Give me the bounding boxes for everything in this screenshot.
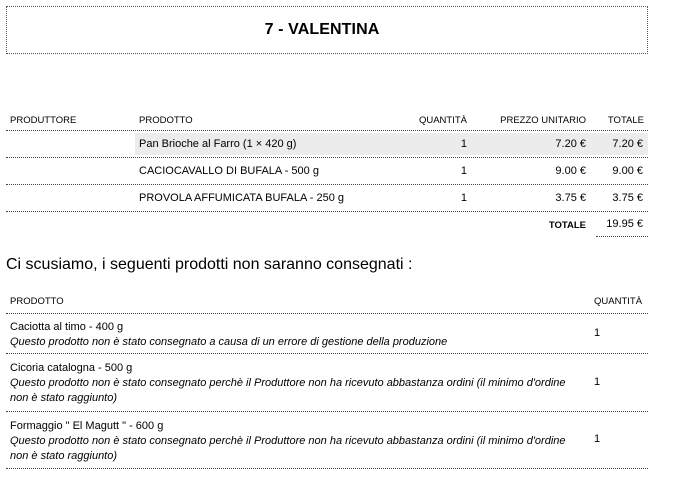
row-total: 7.20 € — [612, 138, 643, 150]
list-item — [10, 361, 566, 406]
row-quantity: 1 — [460, 138, 467, 150]
row-product: PROVOLA AFFUMICATA BUFALA - 250 g — [139, 192, 344, 204]
order-title: 7 - VALENTINA — [264, 21, 380, 38]
col-header-quantity: QUANTITÀ — [594, 296, 643, 307]
order-header-box — [6, 6, 648, 54]
row-quantity: 1 — [460, 165, 467, 177]
row-unit-price: 3.75 € — [555, 192, 586, 204]
row-divider — [6, 184, 648, 185]
row-total: 3.75 € — [612, 192, 643, 204]
list-item — [10, 320, 447, 350]
row-product: Pan Brioche al Farro (1 × 420 g) — [139, 138, 297, 150]
item-reason-cont: non è stato raggiunto) — [10, 450, 118, 462]
col-header-total: TOTALE — [607, 115, 644, 126]
undelivered-heading: Ci scusiamo, i seguenti prodotti non saranno consegnati : — [6, 256, 413, 273]
row-divider — [6, 411, 648, 412]
total-divider — [596, 236, 648, 237]
item-reason: Questo prodotto non è stato consegnato a causa di un errore di gestione della produzione — [10, 336, 448, 348]
row-quantity: 1 — [460, 192, 467, 204]
item-name: Cicoria catalogna - 500 g — [10, 362, 133, 374]
item-reason: Questo prodotto non è stato consegnato perchè il Produttore non ha ricevuto abbastanza ordini (il minimo d'ordine — [10, 435, 566, 447]
row-divider — [6, 157, 648, 158]
col-header-product: PRODOTTO — [139, 115, 193, 126]
list-item — [10, 419, 566, 464]
item-reason: Questo prodotto non è stato consegnato perchè il Produttore non ha ricevuto abbastanza ordini (il minimo d'ordine — [10, 377, 566, 389]
item-quantity: 1 — [594, 327, 601, 339]
row-total: 9.00 € — [612, 165, 643, 177]
order-total-value: 19.95 € — [606, 218, 643, 230]
col-header-unit-price: PREZZO UNITARIO — [500, 115, 586, 126]
item-quantity: 1 — [594, 376, 601, 388]
col-header-product: PRODOTTO — [10, 296, 64, 307]
row-unit-price: 7.20 € — [555, 138, 586, 150]
item-quantity: 1 — [594, 433, 601, 445]
row-divider — [6, 211, 648, 212]
row-divider — [6, 353, 648, 354]
row-product: CACIOCAVALLO DI BUFALA - 500 g — [139, 165, 319, 177]
item-name: Formaggio " El Magutt " - 600 g — [10, 420, 164, 432]
row-divider — [6, 468, 648, 469]
row-unit-price: 9.00 € — [555, 165, 586, 177]
col-header-quantity: QUANTITÀ — [418, 115, 467, 126]
col-header-producer: PRODUTTORE — [10, 115, 77, 126]
header-divider — [6, 130, 648, 131]
header-divider — [6, 313, 648, 314]
order-total-label: TOTALE — [548, 220, 586, 231]
item-name: Caciotta al timo - 400 g — [10, 321, 124, 333]
item-reason-cont: non è stato raggiunto) — [10, 392, 118, 404]
